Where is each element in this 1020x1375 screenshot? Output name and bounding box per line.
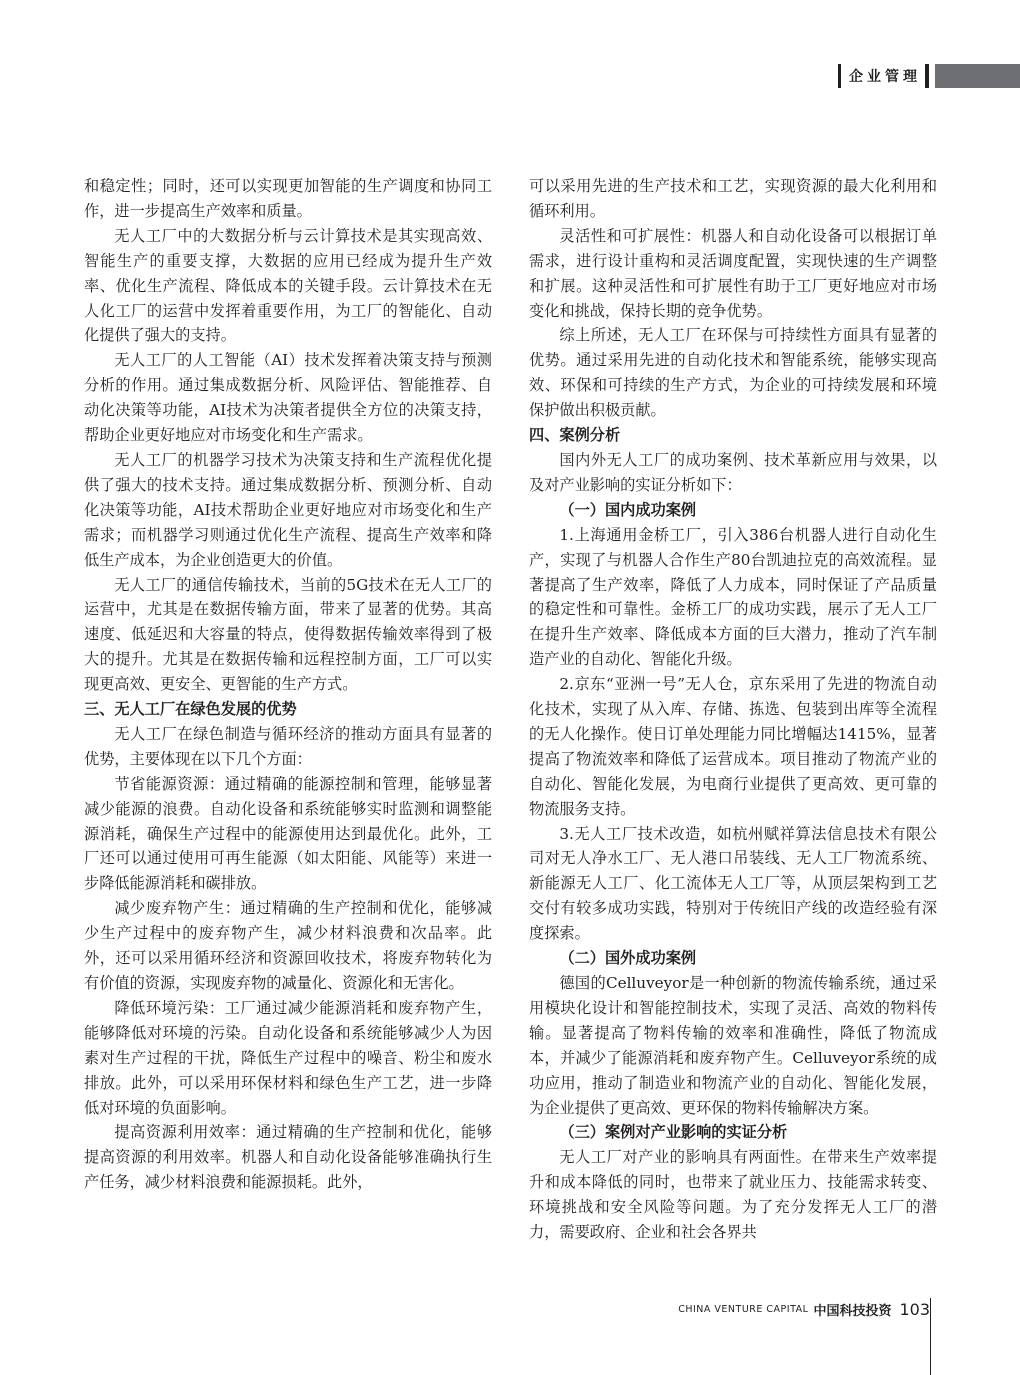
paragraph: 灵活性和可扩展性：机器人和自动化设备可以根据订单需求，进行设计重构和灵活调度配置，实现快速的生产调整和扩展。这种灵活性和可扩展性有助于工厂更好地应对市场变化和挑战，保持长期的竞争优势。 <box>529 226 937 320</box>
paragraph: 无人工厂的通信传输技术，当前的5G技术在无人工厂的运营中，尤其是在数据传输方面，带来了显著的优势。其高速度、低延迟和大容量的特点，使得数据传输效率得到了极大的提升。尤其是在数据传输和远程控制方面，工厂可以实现更高效、更安全、更智能的生产方式。 <box>84 575 492 694</box>
paragraph: 可以采用先进的生产技术和工艺，实现资源的最大化利用和循环利用。 <box>529 177 937 220</box>
section-heading: 三、无人工厂在绿色发展的优势 <box>84 700 297 719</box>
paragraph: 综上所述，无人工厂在环保与可持续性方面具有显著的优势。通过采用先进的自动化技术和智能系统，能够实现高效、环保和可持续的生产方式，为企业的可持续发展和环境保护做出积极贡献。 <box>529 326 937 420</box>
paragraph: 无人工厂对产业的影响具有两面性。在带来生产效率提升和成本降低的同时，也带来了就业压力、技能需求转变、环境挑战和安全风险等问题。为了充分发挥无人工厂的潜力，需要政府、企业和社会各界共 <box>529 1148 937 1242</box>
paragraph: 无人工厂中的大数据分析与云计算技术是其实现高效、智能生产的重要支撑，大数据的应用已经成为提升生产效率、优化生产流程、降低成本的关键手段。云计算技术在无人化工厂的运营中发挥着重要作用，为工厂的智能化、自动化提供了强大的支持。 <box>84 226 492 345</box>
paragraph: 和稳定性；同时，还可以实现更加智能的生产调度和协同工作，进一步提高生产效率和质量。 <box>84 177 492 220</box>
header-rule <box>838 64 841 88</box>
header-rule-thick <box>925 64 929 88</box>
paragraph: 无人工厂的机器学习技术为决策支持和生产流程优化提供了强大的技术支持。通过集成数据分析、预测分析、自动化决策等功能，AI技术帮助企业更好地应对市场变化和生产需求；而机器学习则通过优化生产流程、提高生产效率和降低生产成本，为企业创造更大的价值。 <box>84 450 492 569</box>
paragraph: 提高资源利用效率：通过精确的生产控制和优化，能够提高资源的利用效率。机器人和自动化设备能够准确执行生产任务，减少材料浪费和能源损耗。此外， <box>84 1123 492 1192</box>
paragraph: 3.无人工厂技术改造，如杭州赋祥算法信息技术有限公司对无人净水工厂、无人港口吊装线、无人工厂物流系统、新能源无人工厂、化工流体无人工厂等，从顶层架构到工艺交付有较多成功实践，特别对于传统旧产线的改造经验有深度探索。 <box>529 824 937 943</box>
page-number: 103 <box>899 1299 930 1319</box>
paragraph: 2.京东“亚洲一号”无人仓，京东采用了先进的物流自动化技术，实现了从入库、存储、拣选、包装到出库等全流程的无人化操作。使日订单处理能力同比增幅达1415%，显著提高了物流效率和降低了运营成本。项目推动了物流产业的自动化、智能化发展，为电商行业提供了更高效、更可靠的物流服务支持。 <box>529 675 937 818</box>
paragraph: 减少废弃物产生：通过精确的生产控制和优化，能够减少生产过程中的废弃物产生，减少材料浪费和次品率。此外，还可以采用循环经济和资源回收技术，将废弃物转化为有价值的资源，实现废弃物的减量化、资源化和无害化。 <box>84 899 492 992</box>
section-heading: 四、案例分析 <box>529 426 621 445</box>
section-header <box>838 64 1020 88</box>
journal-name-chinese: 中国科技投资 <box>813 1303 892 1319</box>
paragraph: 国内外无人工厂的成功案例、技术革新应用与效果，以及对产业影响的实证分析如下： <box>529 450 937 494</box>
section-label: 企业管理 <box>849 69 921 85</box>
paragraph: 1.上海通用金桥工厂，引入386台机器人进行自动化生产，实现了与机器人合作生产80台凯迪拉克的高效流程。显著提高了生产效率，降低了人力成本，同时保证了产品质量的稳定性和可靠性。金桥工厂的成功实践，展示了无人工厂在提升生产效率、降低成本方面的巨大潜力，推动了汽车制造产业的自动化、智能化升级。 <box>529 525 937 669</box>
paragraph: 德国的Celluveyor是一种创新的物流传输系统，通过采用模块化设计和智能控制技术，实现了灵活、高效的物料传输。显著提高了物料传输的效率和准确性，降低了物流成本，并减少了能源消耗和废弃物产生。Celluveyor系统的成功应用，推动了制造业和物流产业的自动化、智能化发展，为企业提供了更高效、更环保的物料传输解决方案。 <box>529 974 937 1117</box>
paragraph: 降低环境污染：工厂通过减少能源消耗和废弃物产生，能够降低对环境的污染。自动化设备和系统能够减少人为因素对生产过程的干扰，降低生产过程中的噪音、粉尘和废水排放。此外，可以采用环保材料和绿色生产工艺，进一步降低对环境的负面影响。 <box>84 998 492 1117</box>
paragraph: 无人工厂在绿色制造与循环经济的推动方面具有显著的优势，主要体现在以下几个方面： <box>84 724 492 768</box>
left-column <box>84 174 492 1195</box>
paragraph: 无人工厂的人工智能（AI）技术发挥着决策支持与预测分析的作用。通过集成数据分析、风险评估、智能推荐、自动化决策等功能，AI技术为决策者提供全方位的决策支持，帮助企业更好地应对市场变化和生产需求。 <box>84 351 492 445</box>
journal-name-english: CHINA VENTURE CAPITAL <box>678 1303 809 1315</box>
subsection-heading: （一）国内成功案例 <box>559 500 697 519</box>
header-gray-block <box>935 64 1020 88</box>
paragraph: 节省能源资源：通过精确的能源控制和管理，能够显著减少能源的浪费。自动化设备和系统能够实时监测和调整能源消耗，确保生产过程中的能源使用达到最优化。此外，工厂还可以通过使用可再生能源（如太阳能、风能等）来进一步降低能源消耗和碳排放。 <box>84 774 492 893</box>
page-footer <box>678 1298 930 1320</box>
subsection-heading: （三）案例对产业影响的实证分析 <box>559 1123 788 1142</box>
right-column <box>529 174 937 1245</box>
subsection-heading: （二）国外成功案例 <box>559 949 697 968</box>
footer-vertical-rule <box>930 1298 931 1375</box>
